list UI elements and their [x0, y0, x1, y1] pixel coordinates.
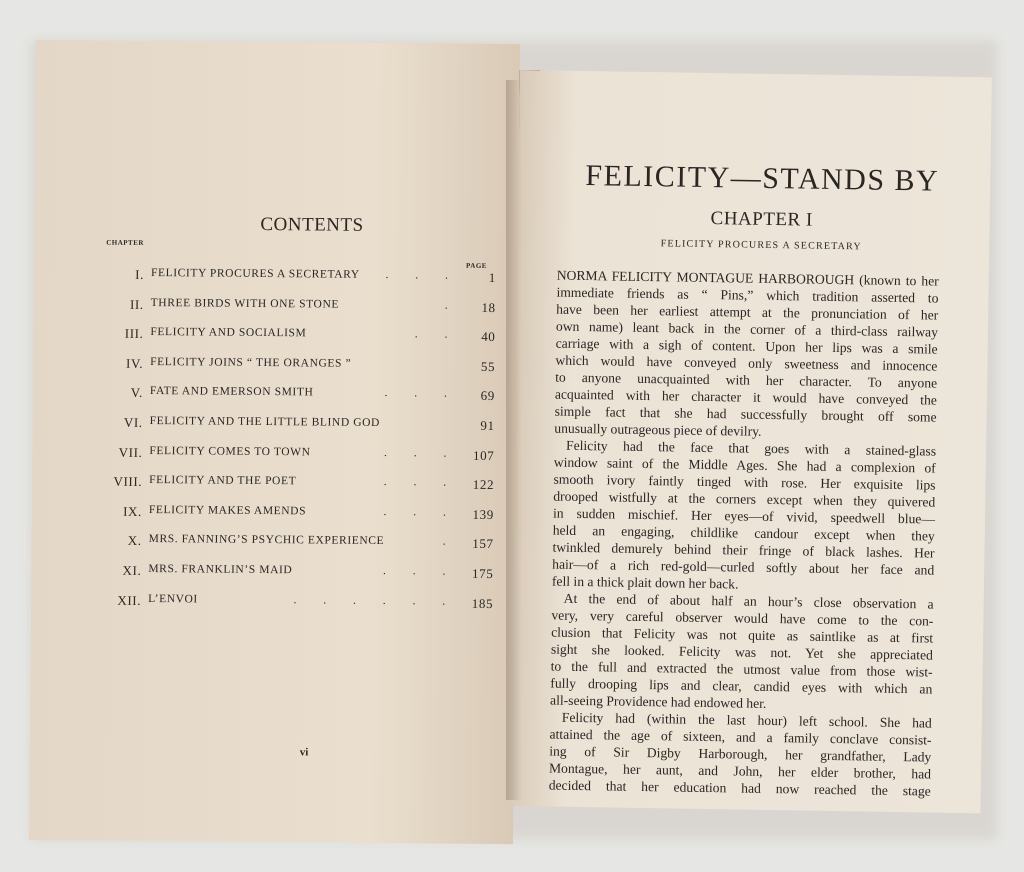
- toc-entry: [103, 326, 495, 349]
- body-line: window saint of the Middle Ages. She had a complexion of: [553, 454, 936, 476]
- body-line: Felicity had the face that goes with a stained-glass: [565, 437, 937, 459]
- chapter-title: FELICITY PROCURES A SECRETARY: [150, 267, 360, 281]
- chapter-number: IV.: [126, 355, 144, 371]
- leader-dots: . . .: [383, 476, 459, 489]
- contents-heading: CONTENTS: [260, 213, 364, 236]
- chapter-heading: CHAPTER I: [710, 208, 813, 231]
- body-line: fully drooping lips and clear, candid eyes with which an: [550, 675, 933, 697]
- chapter-number: X.: [127, 533, 142, 549]
- leader-dots: . . .: [384, 387, 459, 401]
- leader-dots: . .: [414, 328, 460, 341]
- body-line: carriage with a sigh of content. Upon her lips was a smile: [555, 335, 938, 357]
- leader-dots: . . .: [383, 446, 459, 460]
- page-number: 1: [488, 269, 497, 286]
- page-folio: vi: [299, 746, 309, 759]
- body-line: fell in a thick plait down her back.: [551, 573, 739, 592]
- body-line: unusually outrageous piece of devilry.: [554, 420, 762, 439]
- body-line: Felicity had (within the last hour) left school. She had: [561, 709, 932, 731]
- body-line: immediate friends as “ Pins,” which tradition asserted to: [556, 284, 939, 306]
- chapter-title: THREE BIRDS WITH ONE STONE: [150, 296, 340, 311]
- chapter-title: FELICITY COMES TO TOWN: [149, 444, 311, 459]
- chapter-number: V.: [130, 385, 143, 401]
- chapter-title: FELICITY AND THE POET: [149, 474, 297, 488]
- chapter-number: II.: [129, 296, 144, 312]
- page-number: 69: [480, 388, 495, 404]
- body-line: clusion that Felicity was not quite as saintlike as at first: [551, 624, 934, 646]
- chapter-title: FATE AND EMERSON SMITH: [149, 385, 314, 399]
- toc-entry: [102, 503, 494, 526]
- page-number: 40: [481, 329, 496, 345]
- body-line: NORMA FELICITY MONTAGUE HARBOROUGH (known to her: [556, 267, 939, 289]
- body-line: sight she looked. Felicity was not. Yet she appreciated: [550, 641, 933, 663]
- leader-dots: . . .: [382, 565, 458, 578]
- body-line: to the full and extracted the utmost value from those wist-: [550, 658, 933, 680]
- body-line: to anyone unacquainted with her character. To anyone: [555, 369, 938, 391]
- right-page: [508, 70, 992, 813]
- body-line: held an engaging, childlike candour except when they: [552, 522, 935, 544]
- toc-entry: [101, 592, 493, 615]
- leader-dots: .: [442, 535, 458, 549]
- body-line: ing of Sir Digby Harborough, her grandfather, Lady: [549, 743, 932, 765]
- chapter-title: FELICITY MAKES AMENDS: [148, 503, 307, 518]
- book-gutter: [506, 80, 532, 800]
- body-line: very, very careful observer would have come to the con-: [551, 607, 934, 629]
- toc-entry: [101, 563, 493, 586]
- chapter-number: III.: [124, 325, 144, 342]
- chapter-number: XII.: [117, 592, 142, 608]
- page-column-label: PAGE: [466, 261, 488, 270]
- page-number: 18: [481, 299, 496, 315]
- chapter-number: VIII.: [113, 473, 143, 490]
- chapter-title: FELICITY PROCURES A SECRETARY: [660, 238, 862, 253]
- chapter-number: VII.: [118, 444, 143, 460]
- toc-entry: [104, 267, 496, 290]
- body-line: decided that her education had now reached the stage: [548, 777, 931, 799]
- page-number: 157: [472, 536, 494, 552]
- leader-dots: . . .: [385, 269, 461, 282]
- body-line: At the end of about half an hour’s close observation a: [563, 590, 934, 612]
- toc-entry: [103, 385, 495, 408]
- body-line: simple fact that she had successfully brought off some: [554, 403, 937, 425]
- chapter-title: FELICITY AND SOCIALISM: [150, 326, 307, 340]
- page-number: 175: [471, 565, 494, 582]
- toc-entry: [104, 296, 496, 319]
- leader-dots: . . . . . .: [293, 593, 458, 608]
- chapter-number: XI.: [122, 562, 142, 578]
- toc-entry: [102, 444, 494, 467]
- page-number: 55: [480, 358, 496, 374]
- chapter-title: FELICITY JOINS “ THE ORANGES ”: [150, 355, 352, 370]
- page-number: 185: [471, 595, 494, 611]
- page-number: 91: [480, 417, 495, 434]
- body-line: smooth ivory faintly tinged with rose. Her exquisite lips: [553, 471, 936, 493]
- body-line: hair—of a rich red-gold—curled softly about her face and: [552, 556, 935, 578]
- left-page: [29, 40, 520, 844]
- body-line: drooped wistfully at the corners except when they quivered: [553, 488, 936, 510]
- body-line: twinkled demurely behind their fringe of black lashes. Her: [552, 539, 935, 561]
- chapter-number: VI.: [123, 414, 143, 430]
- page-number: 139: [472, 506, 494, 522]
- page-number: 122: [472, 477, 495, 493]
- toc-entry: [103, 415, 495, 438]
- chapter-title: MRS. FRANKLIN’S MAID: [148, 563, 293, 577]
- body-line: all-seeing Providence had endowed her.: [549, 692, 767, 711]
- body-line: have been her earliest attempt at the pronunciation of her: [556, 301, 939, 323]
- body-line: own name) leant back in the corner of a third-class railway: [555, 318, 939, 340]
- chapter-column-label: CHAPTER: [106, 238, 145, 247]
- chapter-number: IX.: [123, 503, 142, 519]
- leader-dots: .: [444, 299, 460, 312]
- book-title: FELICITY—STANDS BY: [585, 159, 940, 198]
- body-line: which would have conveyed only sweetness and innocence: [555, 352, 938, 374]
- toc-entry: [102, 533, 494, 556]
- body-line: acquainted with her character it would have conveyed the: [554, 386, 937, 408]
- chapter-number: I.: [135, 266, 145, 282]
- body-line: attained the age of sixteen, and a family conclave consist-: [549, 726, 932, 748]
- page-number: 107: [473, 447, 495, 463]
- body-line: in sudden mischief. Her eyes—of vivid, speedwell blue—: [552, 505, 936, 527]
- chapter-title: FELICITY AND THE LITTLE BLIND GOD: [149, 415, 381, 430]
- toc-entry: [102, 474, 494, 497]
- chapter-title: L’ENVOI: [148, 592, 198, 606]
- toc-entry: [103, 355, 495, 378]
- body-line: Montague, her aunt, and John, her elder brother, had: [548, 760, 932, 782]
- leader-dots: . . .: [383, 505, 458, 519]
- chapter-title: MRS. FANNING’S PSYCHIC EXPERIENCE: [148, 533, 385, 548]
